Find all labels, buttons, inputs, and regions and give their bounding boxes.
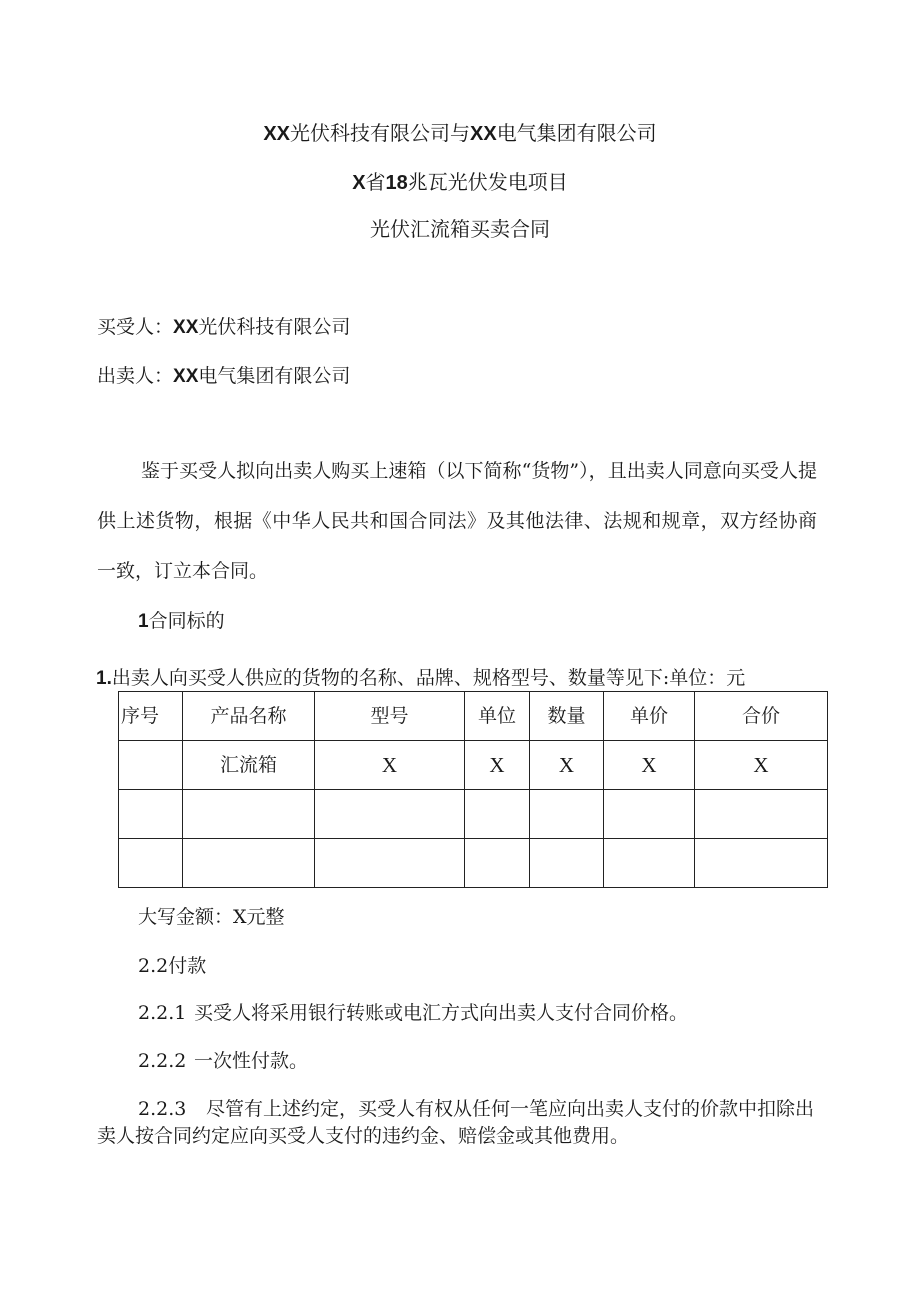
header-cell-index: 序号: [119, 692, 183, 741]
amount-in-words: 大写金额：X元整: [138, 906, 285, 928]
seller-name: 电气集团有限公司: [198, 365, 351, 387]
clause-1-number: 1.: [96, 668, 112, 689]
seller-label: 出卖人：: [97, 365, 174, 387]
table-cell: [604, 839, 695, 888]
table-cell: [315, 790, 465, 839]
table-row: [119, 839, 828, 888]
buyer-line: [97, 315, 350, 340]
table-row: [119, 741, 828, 790]
header-cell-model: 型号: [315, 692, 465, 741]
header-cell-unit: 单位: [465, 692, 530, 741]
table-cell: [530, 790, 604, 839]
title-party-b-code: XX: [470, 123, 497, 145]
header-cell-total-price: 合价: [695, 692, 828, 741]
contract-title-line1: [0, 121, 920, 146]
table-cell: [315, 839, 465, 888]
clause-text: 尽管有上述约定，买受人有权从任何一笔应向出卖人支付的价款中扣除出: [206, 1098, 815, 1120]
contract-title-line3: 光伏汇流箱买卖合同: [370, 217, 550, 241]
header-cell-unit-price: 单价: [604, 692, 695, 741]
section-1-number: 1: [138, 611, 149, 632]
table-cell: [530, 839, 604, 888]
clause-1: [96, 666, 745, 691]
header-cell-product-name: 产品名称: [183, 692, 315, 741]
payment-heading: 2.2付款: [138, 955, 207, 977]
table-cell: X: [465, 741, 530, 790]
table-cell: [119, 839, 183, 888]
title-capacity: 18: [385, 172, 408, 194]
table-cell: [695, 839, 828, 888]
section-1-heading: [138, 609, 225, 634]
goods-table: [118, 691, 828, 888]
table-cell: X: [695, 741, 828, 790]
title-province-suffix: 省: [365, 170, 386, 194]
table-cell: X: [604, 741, 695, 790]
clause-text: 一次性付款。: [194, 1050, 309, 1072]
table-cell: [119, 741, 183, 790]
table-cell: [465, 839, 530, 888]
title-party-a-name: 光伏科技有限公司与: [290, 121, 470, 145]
table-cell: [183, 790, 315, 839]
table-cell: [465, 790, 530, 839]
table-cell: [695, 790, 828, 839]
clause-text: 买受人将采用银行转账或电汇方式向出卖人支付合同价格。: [194, 1002, 689, 1024]
title-party-b-name: 电气集团有限公司: [496, 121, 657, 145]
table-cell: X: [530, 741, 604, 790]
contract-title-line2: [0, 170, 920, 195]
table-cell: [119, 790, 183, 839]
table-cell: [183, 839, 315, 888]
table-cell: [604, 790, 695, 839]
table-row: [119, 790, 828, 839]
seller-code: XX: [173, 366, 199, 387]
clause-number: 2.2.1: [138, 1002, 187, 1024]
payment-clause-2-2-3-continued: 卖人按合同约定应向买受人支付的违约金、赔偿金或其他费用。: [97, 1125, 630, 1147]
table-header-row: [119, 692, 828, 741]
section-1-title: 合同标的: [148, 610, 225, 632]
buyer-label: 买受人：: [97, 316, 174, 338]
table-cell: 汇流箱: [183, 741, 315, 790]
buyer-name: 光伏科技有限公司: [198, 316, 351, 338]
intro-paragraph: 鉴于买受人拟向出卖人购买上速箱（以下简称“货物”），且出卖人同意向买受人提供上述货物，根据《中华人民共和国合同法》及其他法律、法规和规章，双方经协商一致，订立本合同。: [97, 460, 817, 582]
header-cell-quantity: 数量: [530, 692, 604, 741]
clause-number: 2.2.2: [138, 1050, 187, 1072]
title-project: 兆瓦光伏发电项目: [407, 170, 568, 194]
table-cell: X: [315, 741, 465, 790]
seller-line: [97, 364, 350, 389]
payment-clause-2-2-1: [138, 1001, 688, 1025]
payment-clause-2-2-2: [138, 1049, 308, 1073]
clause-1-text: 出卖人向买受人供应的货物的名称、品牌、规格型号、数量等见下:单位：元: [111, 667, 746, 689]
payment-clause-2-2-3: [138, 1097, 814, 1121]
title-party-a-code: XX: [263, 123, 290, 145]
clause-number: 2.2.3: [138, 1098, 187, 1120]
buyer-code: XX: [173, 317, 199, 338]
title-province: X: [352, 172, 366, 194]
